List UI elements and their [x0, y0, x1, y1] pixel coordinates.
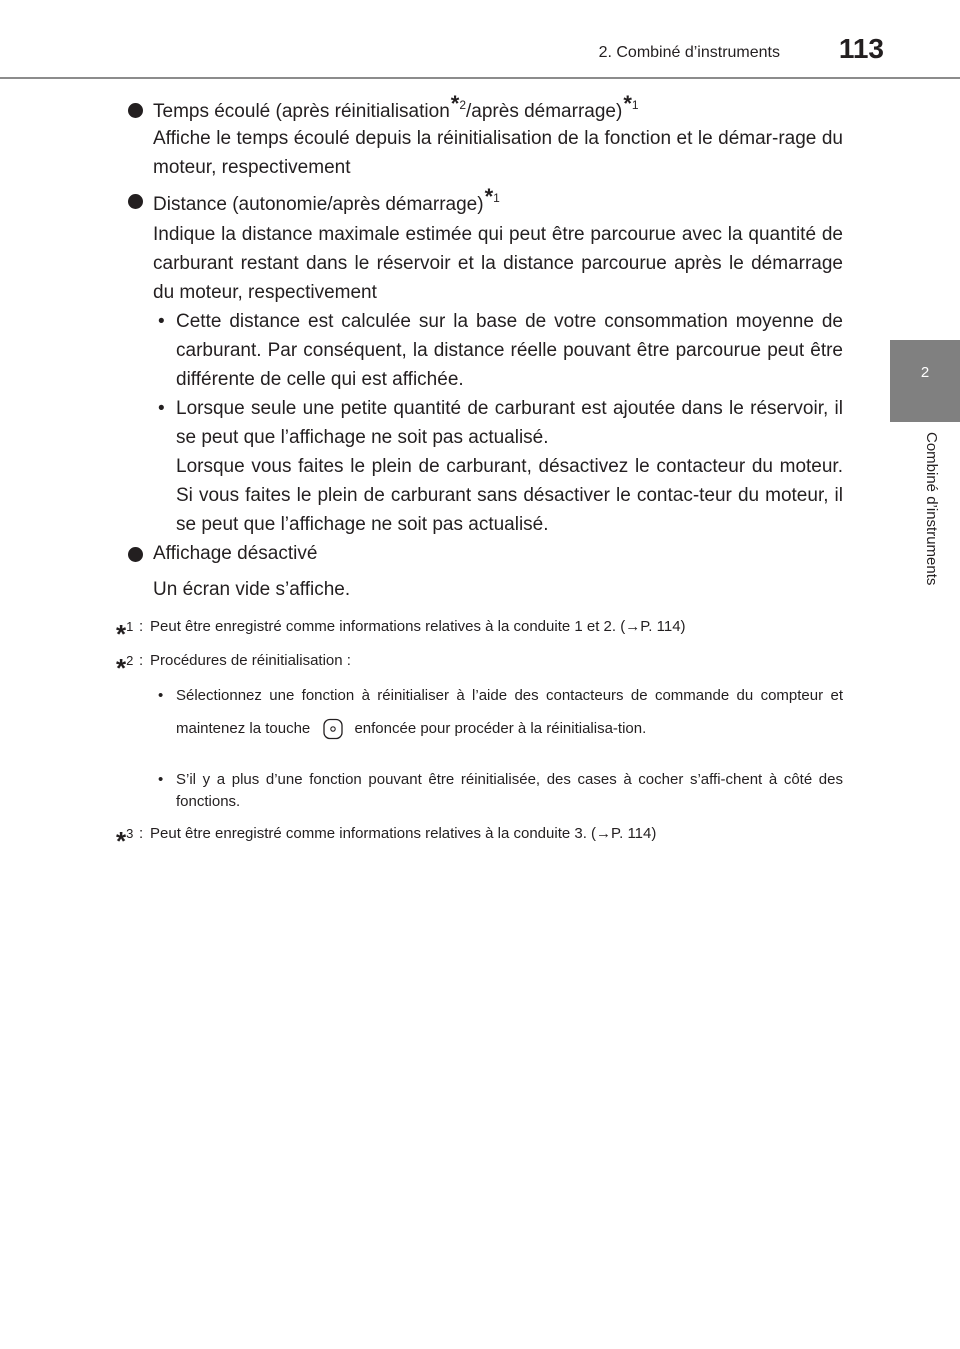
- item-heading-distance: Distance (autonomie/après démarrage)$^{*1}$: [153, 184, 500, 215]
- footnote-bullet: •: [158, 771, 164, 788]
- footnote-bullet: •: [158, 687, 164, 704]
- footnote-2-marker: *2: [116, 653, 134, 683]
- note-refuel-continuation: Lorsque vous faites le plein de carburant, désactivez le contacteur du moteur. Si vous faites le plein de carburant sans désactiver le contac-teur du moteur, il se peut que l’affichage ne soit pas actualisé.: [176, 456, 843, 535]
- footnote-1-marker: *1: [116, 619, 134, 649]
- footnote-3-text: Peut être enregistré comme informations relatives à la conduite 3. (→P. 114): [150, 825, 657, 842]
- footnote-2-text: Procédures de réinitialisation :: [150, 652, 351, 669]
- footnote-2-bullet-1: Sélectionnez une fonction à réinitialiser à l’aide des contacteurs de commande du compteur et maintenez la touche enfoncée pour procéder à la réinitialisa-tion.: [176, 679, 843, 745]
- footnote-1-text: Peut être enregistré comme informations relatives à la conduite 1 et 2. (→P. 114): [150, 618, 686, 635]
- note-bullet: •: [158, 398, 165, 419]
- footnote-colon: :: [139, 618, 144, 635]
- page-number: 113: [838, 33, 884, 64]
- note-bullet: •: [158, 311, 165, 332]
- bullet-icon: [128, 194, 143, 209]
- bullet-icon: [128, 547, 143, 562]
- chapter-tab-number: 2: [920, 364, 930, 381]
- item-heading-elapsed-time: Temps écoulé (après réinitialisation$^{*2}$/après démarrage)$^{*1}$: [153, 91, 639, 122]
- item-heading-display-off: Affichage désactivé: [153, 543, 318, 564]
- footnote-3-marker: *3: [116, 826, 134, 856]
- item-body-display-off: Un écran vide s’affiche.: [153, 579, 351, 600]
- header-section-title: 2. Combiné d’instruments: [598, 44, 780, 61]
- note-small-refuel: Lorsque seule une petite quantité de carburant est ajoutée dans le réservoir, il se peut que l’affichage ne soit pas actualisé.: [176, 398, 843, 448]
- item-body-elapsed-time: Affiche le temps écoulé depuis la réinitialisation de la fonction et le démar-rage du moteur, respectivement: [153, 128, 843, 178]
- meter-control-enter-button-icon: [322, 718, 344, 740]
- item-body-distance: Indique la distance maximale estimée qui peut être parcourue avec la quantité de carburant restant dans le réservoir et la distance parcourue après le démarrage du moteur, respectivement: [153, 224, 843, 303]
- footnote-colon: :: [139, 825, 144, 842]
- bullet-icon: [128, 103, 143, 118]
- footnote-2-bullet-2: S’il y a plus d’une fonction pouvant être réinitialisée, des cases à cocher s’affi-chent à côté des fonctions.: [176, 771, 843, 810]
- note-distance-calculation: Cette distance est calculée sur la base de votre consommation moyenne de carburant. Par conséquent, la distance réelle pouvant être parcourue peut être différente de celle qui est affichée.: [176, 311, 843, 390]
- footnote-colon: :: [139, 652, 144, 669]
- chapter-side-title: Combiné d’instruments: [923, 432, 940, 586]
